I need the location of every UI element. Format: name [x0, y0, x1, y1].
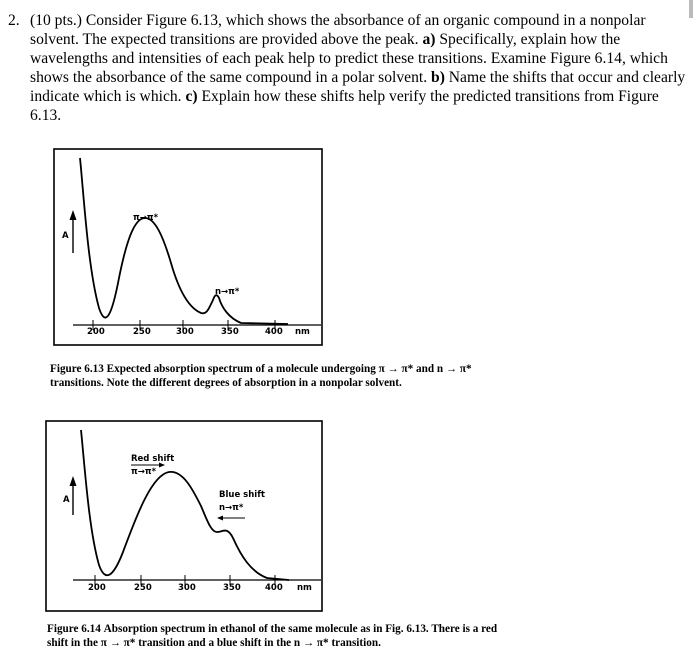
- y-axis-label: A: [62, 231, 69, 241]
- figure-6-13: [53, 148, 323, 346]
- part-a-text: Specifically, explain how the wavelengths and intensities of each peak help to predict these transitions. Examine Figure 6.14, which shows the absorbance of the same compound in a polar solvent.: [30, 31, 668, 86]
- tick-label-200: 200: [87, 327, 105, 337]
- part-b-label: b): [431, 69, 445, 86]
- absorption-curve: [80, 158, 288, 324]
- red-shift-label: Red shift: [131, 454, 175, 464]
- tick-label-350: 350: [223, 583, 241, 593]
- tick-label-250: 250: [133, 327, 151, 337]
- part-c-label: c): [185, 88, 198, 105]
- tick-label-400: 400: [265, 327, 283, 337]
- figure-6-14-chart: [45, 420, 323, 612]
- tick-label-200: 200: [88, 583, 106, 593]
- question-points: (10 pts.): [30, 12, 82, 29]
- peak1-label: π→π*: [133, 213, 159, 223]
- part-a-label: a): [422, 31, 436, 48]
- peak2-label: n→π*: [215, 287, 240, 297]
- absorption-curve: [81, 430, 289, 580]
- question-text: [30, 11, 686, 125]
- question-2: [8, 11, 686, 125]
- arrow-left-icon: [217, 516, 223, 521]
- caption-text: Absorption spectrum in ethanol of the same molecule as in Fig. 6.13. There is a red shift in the π → π* transition and a blue shift in the n → π* transition.: [47, 623, 498, 649]
- figure-6-13-caption: [50, 362, 510, 390]
- question-number: 2.: [8, 12, 20, 29]
- tick-label-400: 400: [265, 583, 283, 593]
- peak2-label: n→π*: [219, 503, 244, 513]
- x-axis-unit: nm: [297, 583, 312, 593]
- caption-label: Figure 6.13: [50, 363, 104, 375]
- tick-label-300: 300: [176, 327, 194, 337]
- scroll-indicator: [689, 0, 693, 18]
- tick-label-350: 350: [221, 327, 239, 337]
- caption-label: Figure 6.14: [47, 623, 101, 635]
- caption-text: Expected absorption spectrum of a molecule undergoing π → π* and n → π* transitions. Note the different degrees of absorption in a nonpolar solvent.: [50, 363, 472, 389]
- figure-6-14: [45, 420, 323, 612]
- arrow-head-icon: [70, 476, 77, 486]
- part-c-text: Explain how these shifts help verify the predicted transitions from Figure 6.13.: [30, 88, 659, 124]
- figure-6-14-caption: [47, 622, 517, 650]
- blue-shift-label: Blue shift: [219, 490, 265, 500]
- arrow-head-icon: [70, 210, 77, 220]
- question-intro: Consider Figure 6.13, which shows the absorbance of an organic compound in a nonpolar solvent. The expected transitions are provided above the peak.: [30, 12, 646, 48]
- y-axis-label: A: [63, 495, 70, 505]
- x-axis-unit: nm: [295, 327, 310, 337]
- part-b-text: Name the shifts that occur and clearly indicate which is which.: [30, 69, 686, 105]
- peak1-label: π→π*: [131, 467, 157, 477]
- tick-label-300: 300: [178, 583, 196, 593]
- tick-label-250: 250: [134, 583, 152, 593]
- figure-frame: [54, 149, 322, 345]
- figure-6-13-chart: [53, 148, 323, 346]
